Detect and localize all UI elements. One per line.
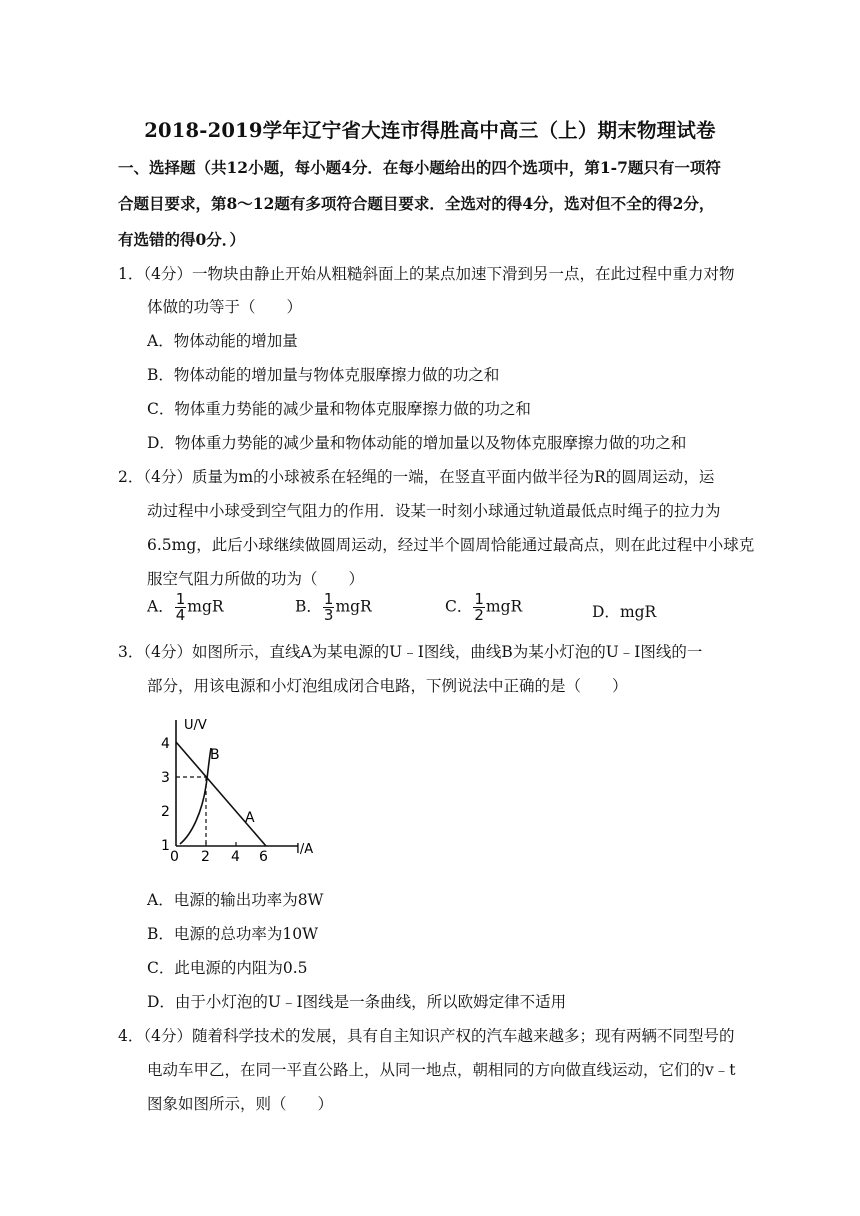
question-3-option-d: D．由于小灯泡的U﹣I图线是一条曲线，所以欧姆定律不适用: [147, 993, 567, 1011]
exam-title: 2018-2019学年辽宁省大连市得胜高中高三（上）期末物理试卷: [144, 119, 716, 142]
question-3-stem-line-1: 3．（4分）如图所示，直线A为某电源的U﹣I图线，曲线B为某小灯泡的U﹣I图线的一: [118, 643, 703, 661]
question-2-option-c: C． $\frac{1}{2}$ mgR: [445, 590, 523, 624]
question-2-option-d: D．mgR: [592, 603, 657, 621]
question-2-stem-line-2: 动过程中小球受到空气阻力的作用．设某一时刻小球通过轨道最低点时绳子的拉力为: [147, 502, 721, 520]
question-2-stem-line-3: 6.5mg，此后小球继续做圆周运动，经过半个圆周恰能通过最高点，则在此过程中小球克: [147, 536, 755, 554]
curve-a-label: A: [245, 810, 255, 826]
y-tick-label: 3: [161, 770, 170, 786]
question-3-option-b: B．电源的总功率为10W: [147, 925, 319, 943]
question-4-stem-line-3: 图象如图所示，则（ ）: [147, 1095, 334, 1113]
fraction: $\frac{1}{2}$: [474, 590, 484, 624]
question-1-stem-line-2: 体做的功等于（ ）: [147, 298, 303, 316]
question-2-stem-line-1: 2．（4分）质量为m的小球被系在轻绳的一端，在竖直平面内做半径为R的圆周运动，运: [118, 468, 715, 486]
question-4-stem-line-1: 4．（4分）随着科学技术的发展，具有自主知识产权的汽车越来越多；现有两辆不同型号的: [118, 1027, 735, 1045]
section-instructions-line-3: 有选错的得0分．）: [118, 230, 246, 249]
question-1-option-d: D．物体重力势能的减少量和物体动能的增加量以及物体克服摩擦力做的功之和: [147, 434, 687, 452]
x-tick-label: 6: [259, 849, 268, 862]
question-2-stem-line-4: 服空气阻力所做的功为（ ）: [147, 570, 365, 588]
x-tick-label: 4: [231, 849, 240, 862]
question-3-option-a: A．电源的输出功率为8W: [147, 891, 324, 909]
question-3-stem-line-2: 部分，用该电源和小灯泡组成闭合电路，下例说法中正确的是（ ）: [147, 677, 628, 695]
fraction: $\frac{1}{3}$: [323, 590, 334, 624]
question-1-option-a: A．物体动能的增加量: [147, 332, 298, 350]
question-3-option-c: C．此电源的内阻为0.5: [147, 959, 308, 977]
section-instructions-line-2: 合题目要求，第8～12题有多项符合题目要求．全选对的得4分，选对但不全的得2分，: [118, 194, 715, 213]
section-instructions-line-1: 一、选择题（共12小题，每小题4分．在每小题给出的四个选项中，第1-7题只有一项符: [118, 158, 721, 177]
fraction: $\frac{1}{4}$: [175, 590, 186, 624]
y-tick-label: 2: [161, 804, 170, 820]
question-1-option-b: B．物体动能的增加量与物体克服摩擦力做的功之和: [147, 366, 500, 384]
curve-b-label: B: [210, 747, 220, 763]
y-tick-label: 1: [161, 838, 170, 854]
x-tick-label: 0: [170, 849, 179, 862]
question-1-option-c: C．物体重力势能的减少量和物体克服摩擦力做的功之和: [147, 400, 531, 418]
question-4-stem-line-2: 电动车甲乙，在同一平直公路上，从同一地点，朝相同的方向做直线运动，它们的v﹣t: [147, 1061, 736, 1079]
question-1-stem-line-1: 1．（4分）一物块由静止开始从粗糙斜面上的某点加速下滑到另一点，在此过程中重力对物: [118, 265, 735, 283]
line-a: [176, 742, 266, 846]
y-axis-label: U/V: [184, 718, 207, 733]
u-i-graph-figure: [150, 712, 330, 862]
x-axis-label: I/A: [296, 842, 314, 857]
question-2-option-a: A． $\frac{1}{4}$ mgR: [147, 590, 224, 624]
x-tick-label: 2: [201, 849, 210, 862]
question-2-option-b: B． $\frac{1}{3}$ mgR: [295, 590, 372, 624]
y-tick-label: 4: [161, 736, 170, 752]
